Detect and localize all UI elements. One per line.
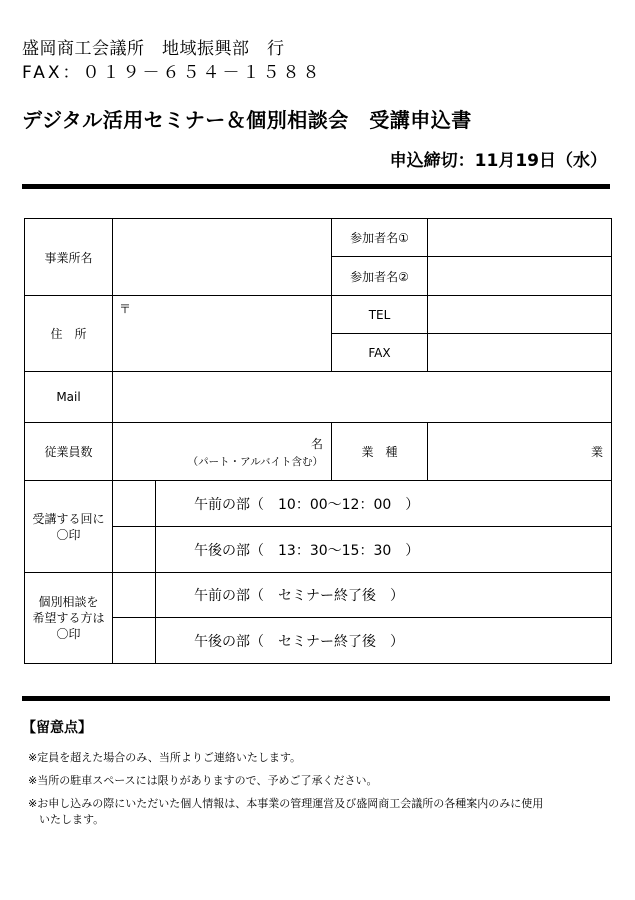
- address-label: 住 所: [25, 296, 113, 372]
- participant2-label: 参加者名②: [332, 257, 428, 296]
- industry-unit: 業: [590, 445, 603, 459]
- participant1-field[interactable]: [428, 219, 612, 257]
- industry-field[interactable]: [428, 423, 612, 481]
- consult-pm-mark[interactable]: [113, 618, 156, 664]
- consult-label: 個別相談を 希望する方は 〇印: [25, 573, 113, 664]
- fax-number: FAX：０１９－６５４－１５８８: [22, 63, 323, 83]
- company-field[interactable]: [113, 219, 332, 296]
- application-form: [24, 218, 612, 664]
- seminar-am-mark[interactable]: [113, 481, 156, 527]
- form-title: デジタル活用セミナー＆個別相談会 受講申込書: [22, 108, 472, 132]
- mail-field[interactable]: [113, 372, 612, 423]
- deadline: 申込締切：11月19日（水）: [389, 151, 607, 171]
- tel-label: TEL: [332, 296, 428, 334]
- bottom-rule: [22, 696, 610, 701]
- note-item: ※当所の駐車スペースには限りがありますので、予めご了承ください。: [28, 774, 378, 787]
- seminar-pm-option: 午後の部（ 13：30～15：30 ）: [156, 527, 612, 573]
- addressee: 盛岡商工会議所 地域振興部 行: [22, 39, 285, 59]
- employees-unit: 名: [310, 436, 323, 451]
- participant2-field[interactable]: [428, 257, 612, 296]
- top-rule: [22, 184, 610, 189]
- notes-heading: 【留意点】: [22, 720, 92, 736]
- seminar-pm-mark[interactable]: [113, 527, 156, 573]
- seminar-am-option: 午前の部（ 10：00～12：00 ）: [156, 481, 612, 527]
- note-item: ※定員を超えた場合のみ、当所よりご連絡いたします。: [28, 751, 301, 764]
- seminar-label: 受講する回に 〇印: [25, 481, 113, 573]
- employees-label: 従業員数: [25, 423, 113, 481]
- postal-mark: 〒: [119, 302, 132, 316]
- employees-field[interactable]: [113, 423, 332, 481]
- consult-pm-option: 午後の部（ セミナー終了後 ）: [156, 618, 612, 664]
- participant1-label: 参加者名①: [332, 219, 428, 257]
- fax-label: FAX: [332, 334, 428, 372]
- industry-label: 業 種: [332, 423, 428, 481]
- consult-am-option: 午前の部（ セミナー終了後 ）: [156, 573, 612, 618]
- fax-field[interactable]: [428, 334, 612, 372]
- employees-note: （パート・アルバイト含む）: [187, 455, 323, 468]
- address-field[interactable]: [113, 296, 332, 372]
- mail-label: Mail: [25, 372, 113, 423]
- company-label: 事業所名: [25, 219, 113, 296]
- note-item: ※お申し込みの際にいただいた個人情報は、本事業の管理運営及び盛岡商工会議所の各種案内のみに使用: [28, 797, 544, 810]
- consult-am-mark[interactable]: [113, 573, 156, 618]
- note-item: いたします。: [28, 813, 105, 826]
- tel-field[interactable]: [428, 296, 612, 334]
